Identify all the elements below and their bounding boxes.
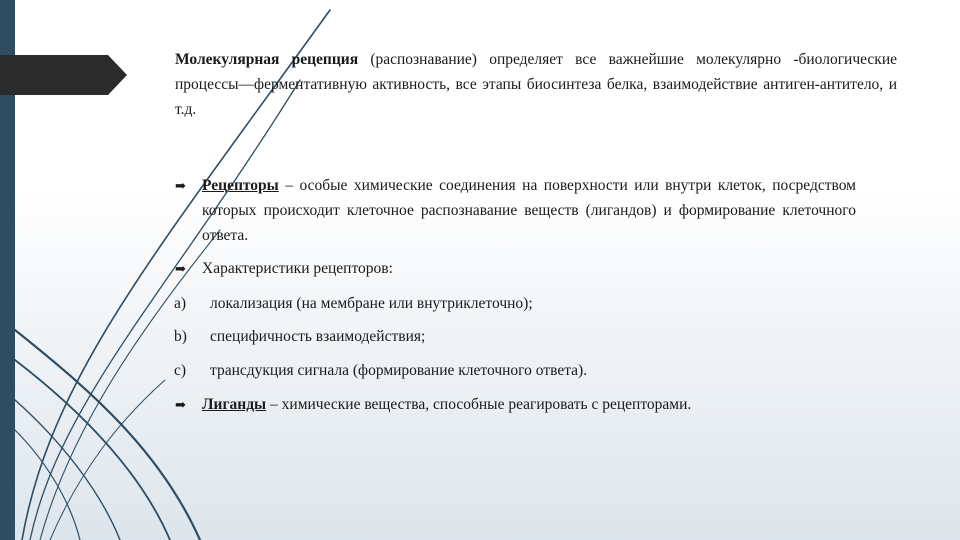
receptors-term: Рецепторы bbox=[202, 177, 279, 194]
bullet-arrow-icon: ➡ bbox=[175, 261, 186, 276]
ligands-item bbox=[202, 392, 856, 417]
list-label: a) bbox=[174, 295, 187, 312]
list-item: локализация (на мембране или внутриклеточно); bbox=[210, 295, 533, 312]
list-item: специфичность взаимодействия; bbox=[210, 328, 426, 345]
bullet-arrow-icon: ➡ bbox=[175, 178, 186, 193]
list-label: b) bbox=[174, 328, 187, 345]
intro-paragraph bbox=[175, 47, 897, 122]
receptors-text: – особые химические соединения на поверхности или внутри клеток, посредством которых происходит клеточное распознавание веществ (лигандов) и формирование клеточного ответа. bbox=[202, 177, 856, 244]
intro-term: Молекулярная рецепция bbox=[175, 51, 359, 68]
title-arrow-tab bbox=[0, 55, 127, 95]
receptors-item bbox=[202, 173, 856, 248]
characteristics-title: Характеристики рецепторов: bbox=[202, 260, 393, 277]
ligands-term: Лиганды bbox=[202, 396, 267, 413]
bullet-arrow-icon: ➡ bbox=[175, 397, 186, 412]
list-label: c) bbox=[174, 362, 187, 379]
intro-text: (распознавание) определяет все важнейшие молекулярно -биологические процессы—ферментативную активность, все этапы биосинтеза белка, взаимодействие антиген-антитело, и т.д. bbox=[175, 51, 897, 118]
ligands-text: – химические вещества, способные реагировать с рецепторами. bbox=[266, 396, 692, 413]
list-item: трансдукция сигнала (формирование клеточного ответа). bbox=[210, 362, 588, 379]
